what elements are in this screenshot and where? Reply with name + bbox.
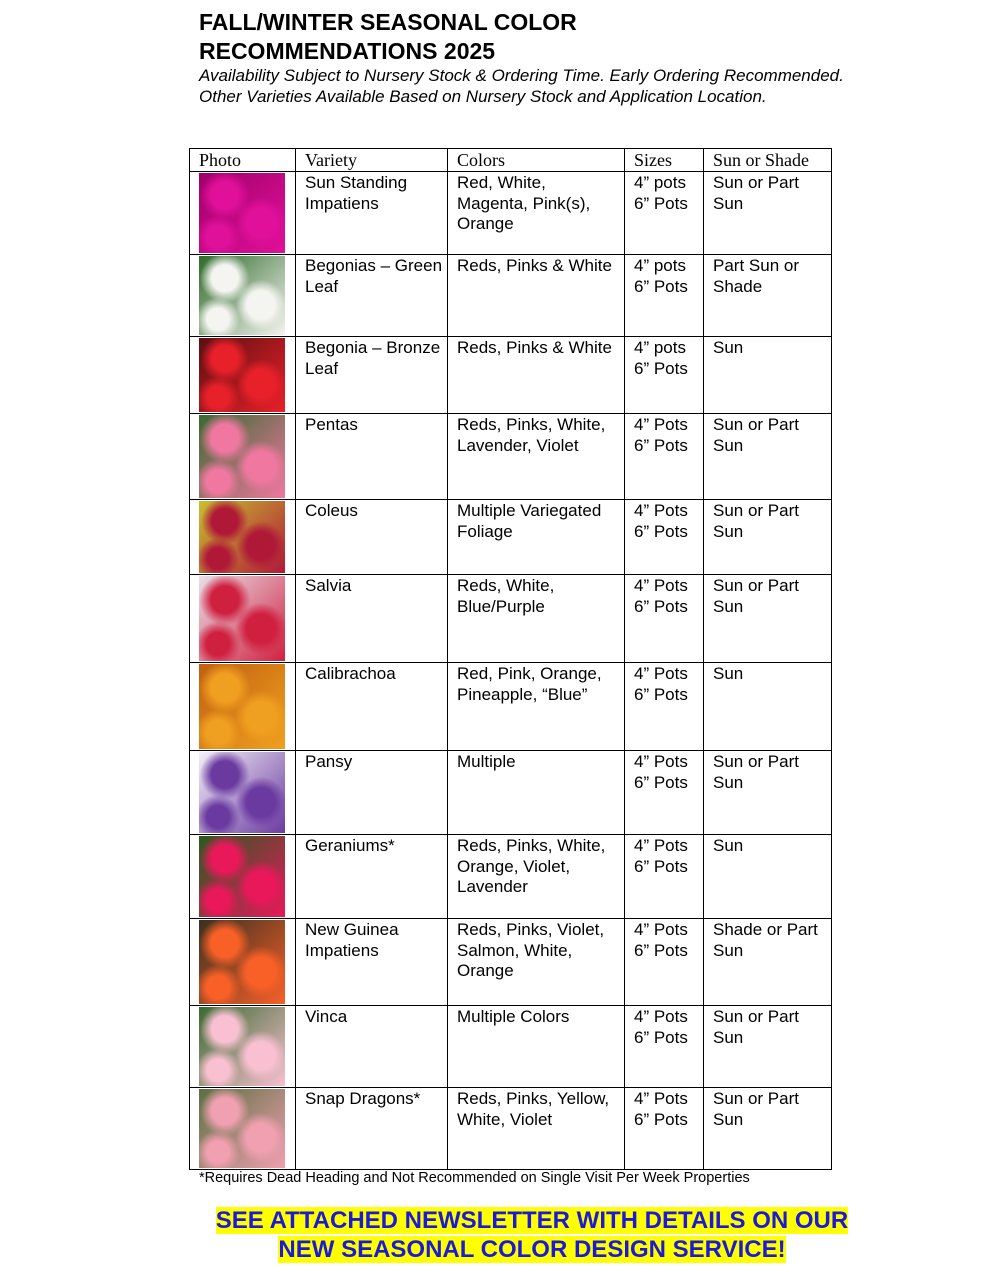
colors-cell: Reds, Pinks, Violet, Salmon, White, Orange (448, 919, 625, 1006)
size-4in: 4” Pots (634, 576, 688, 595)
size-4in: 4” Pots (634, 415, 688, 434)
sizes-cell (625, 1006, 704, 1088)
variety-cell: Snap Dragons* (296, 1088, 448, 1170)
sun-cell: Sun (704, 337, 832, 414)
sizes-cell (625, 500, 704, 575)
photo-cell (190, 575, 296, 663)
header-sun-or-shade: Sun or Shade (704, 149, 832, 172)
sun-cell: Sun or Part Sun (704, 172, 832, 255)
colors-cell: Reds, Pinks, Yellow, White, Violet (448, 1088, 625, 1170)
table-row (190, 1006, 832, 1088)
size-4in: 4” Pots (634, 1089, 688, 1108)
sizes-cell (625, 172, 704, 255)
photo-cell (190, 919, 296, 1006)
sizes-cell (625, 1088, 704, 1170)
flower-photo-pansy (199, 752, 285, 833)
sizes-cell (625, 751, 704, 835)
table-row (190, 835, 832, 919)
size-6in: 6” Pots (634, 1109, 688, 1129)
table-row (190, 663, 832, 751)
flower-photo-vinca (199, 1007, 285, 1086)
size-4in: 4” Pots (634, 664, 688, 683)
size-4in: 4” pots (634, 338, 686, 357)
sizes-cell (625, 337, 704, 414)
flower-photo-coleus (199, 501, 285, 573)
table-row (190, 337, 832, 414)
table-header-row (190, 149, 832, 172)
size-6in: 6” Pots (634, 1027, 688, 1047)
colors-cell: Multiple Variegated Foliage (448, 500, 625, 575)
photo-cell (190, 337, 296, 414)
flower-photo-pentas (199, 415, 285, 498)
colors-cell: Red, Pink, Orange, Pineapple, “Blue” (448, 663, 625, 751)
colors-cell: Reds, White, Blue/Purple (448, 575, 625, 663)
sun-cell: Sun (704, 835, 832, 919)
table-row (190, 255, 832, 337)
size-6in: 6” Pots (634, 276, 688, 296)
variety-cell: Begonia – Bronze Leaf (296, 337, 448, 414)
flower-photo-calibrachoa (199, 664, 285, 749)
sun-cell: Sun or Part Sun (704, 500, 832, 575)
size-6in: 6” Pots (634, 521, 688, 541)
flower-photo-new-guinea-impatiens (199, 920, 285, 1004)
table-row (190, 414, 832, 500)
size-6in: 6” Pots (634, 772, 688, 792)
size-4in: 4” Pots (634, 752, 688, 771)
sun-cell: Sun or Part Sun (704, 751, 832, 835)
variety-cell: Salvia (296, 575, 448, 663)
flower-photo-impatiens (199, 173, 285, 253)
size-6in: 6” Pots (634, 193, 688, 213)
size-6in: 6” Pots (634, 596, 688, 616)
photo-cell (190, 1088, 296, 1170)
size-4in: 4” Pots (634, 920, 688, 939)
size-6in: 6” Pots (634, 358, 688, 378)
newsletter-banner (198, 1206, 866, 1264)
table-row (190, 575, 832, 663)
photo-cell (190, 255, 296, 337)
sun-cell: Sun or Part Sun (704, 414, 832, 500)
plant-table (189, 148, 832, 1170)
table-row (190, 500, 832, 575)
sizes-cell (625, 919, 704, 1006)
size-4in: 4” Pots (634, 501, 688, 520)
title-line-2: RECOMMENDATIONS 2025 (199, 38, 496, 64)
variety-cell: Calibrachoa (296, 663, 448, 751)
size-4in: 4” Pots (634, 836, 688, 855)
title-line-1: FALL/WINTER SEASONAL COLOR (199, 9, 577, 35)
variety-cell: Begonias – Green Leaf (296, 255, 448, 337)
colors-cell: Multiple Colors (448, 1006, 625, 1088)
photo-cell (190, 663, 296, 751)
sizes-cell (625, 575, 704, 663)
size-6in: 6” Pots (634, 684, 688, 704)
flower-photo-salvia (199, 576, 285, 661)
sizes-cell (625, 663, 704, 751)
size-6in: 6” Pots (634, 856, 688, 876)
sun-cell: Sun (704, 663, 832, 751)
sun-cell: Sun or Part Sun (704, 1088, 832, 1170)
banner-line-1: SEE ATTACHED NEWSLETTER WITH DETAILS ON OUR (215, 1207, 849, 1234)
table-row (190, 751, 832, 835)
variety-cell: New Guinea Impatiens (296, 919, 448, 1006)
photo-cell (190, 500, 296, 575)
banner-line-2: NEW SEASONAL COLOR DESIGN SERVICE! (278, 1236, 786, 1263)
header-colors: Colors (448, 149, 625, 172)
variety-cell: Coleus (296, 500, 448, 575)
variety-cell: Vinca (296, 1006, 448, 1088)
header-sizes: Sizes (625, 149, 704, 172)
table-row (190, 1088, 832, 1170)
header-photo: Photo (190, 149, 296, 172)
sizes-cell (625, 414, 704, 500)
colors-cell: Reds, Pinks, White, Lavender, Violet (448, 414, 625, 500)
flower-photo-begonia-bronze (199, 338, 285, 412)
photo-cell (190, 1006, 296, 1088)
page-title (199, 8, 899, 66)
sizes-cell (625, 835, 704, 919)
photo-cell (190, 835, 296, 919)
photo-cell (190, 751, 296, 835)
size-4in: 4” Pots (634, 1007, 688, 1026)
colors-cell: Multiple (448, 751, 625, 835)
header-variety: Variety (296, 149, 448, 172)
availability-note: Availability Subject to Nursery Stock & Ordering Time. Early Ordering Recommended. Other Varieties Available Based on Nursery Stock and Application Location. (199, 66, 844, 106)
size-4in: 4” pots (634, 173, 686, 192)
sun-cell: Sun or Part Sun (704, 1006, 832, 1088)
size-6in: 6” Pots (634, 940, 688, 960)
flower-photo-geraniums (199, 836, 285, 917)
sun-cell: Shade or Part Sun (704, 919, 832, 1006)
variety-cell: Geraniums* (296, 835, 448, 919)
variety-cell: Pansy (296, 751, 448, 835)
colors-cell: Red, White, Magenta, Pink(s), Orange (448, 172, 625, 255)
sun-cell: Sun or Part Sun (704, 575, 832, 663)
flower-photo-snap-dragons (199, 1089, 285, 1168)
colors-cell: Reds, Pinks, White, Orange, Violet, Lavender (448, 835, 625, 919)
table-row (190, 172, 832, 255)
photo-cell (190, 414, 296, 500)
flower-photo-begonia-green (199, 256, 285, 335)
colors-cell: Reds, Pinks & White (448, 337, 625, 414)
variety-cell: Sun Standing Impatiens (296, 172, 448, 255)
photo-cell (190, 172, 296, 255)
footnote: *Requires Dead Heading and Not Recommended on Single Visit Per Week Properties (199, 1170, 750, 1186)
colors-cell: Reds, Pinks & White (448, 255, 625, 337)
size-6in: 6” Pots (634, 435, 688, 455)
sizes-cell (625, 255, 704, 337)
size-4in: 4” pots (634, 256, 686, 275)
variety-cell: Pentas (296, 414, 448, 500)
table-row (190, 919, 832, 1006)
sun-cell: Part Sun or Shade (704, 255, 832, 337)
